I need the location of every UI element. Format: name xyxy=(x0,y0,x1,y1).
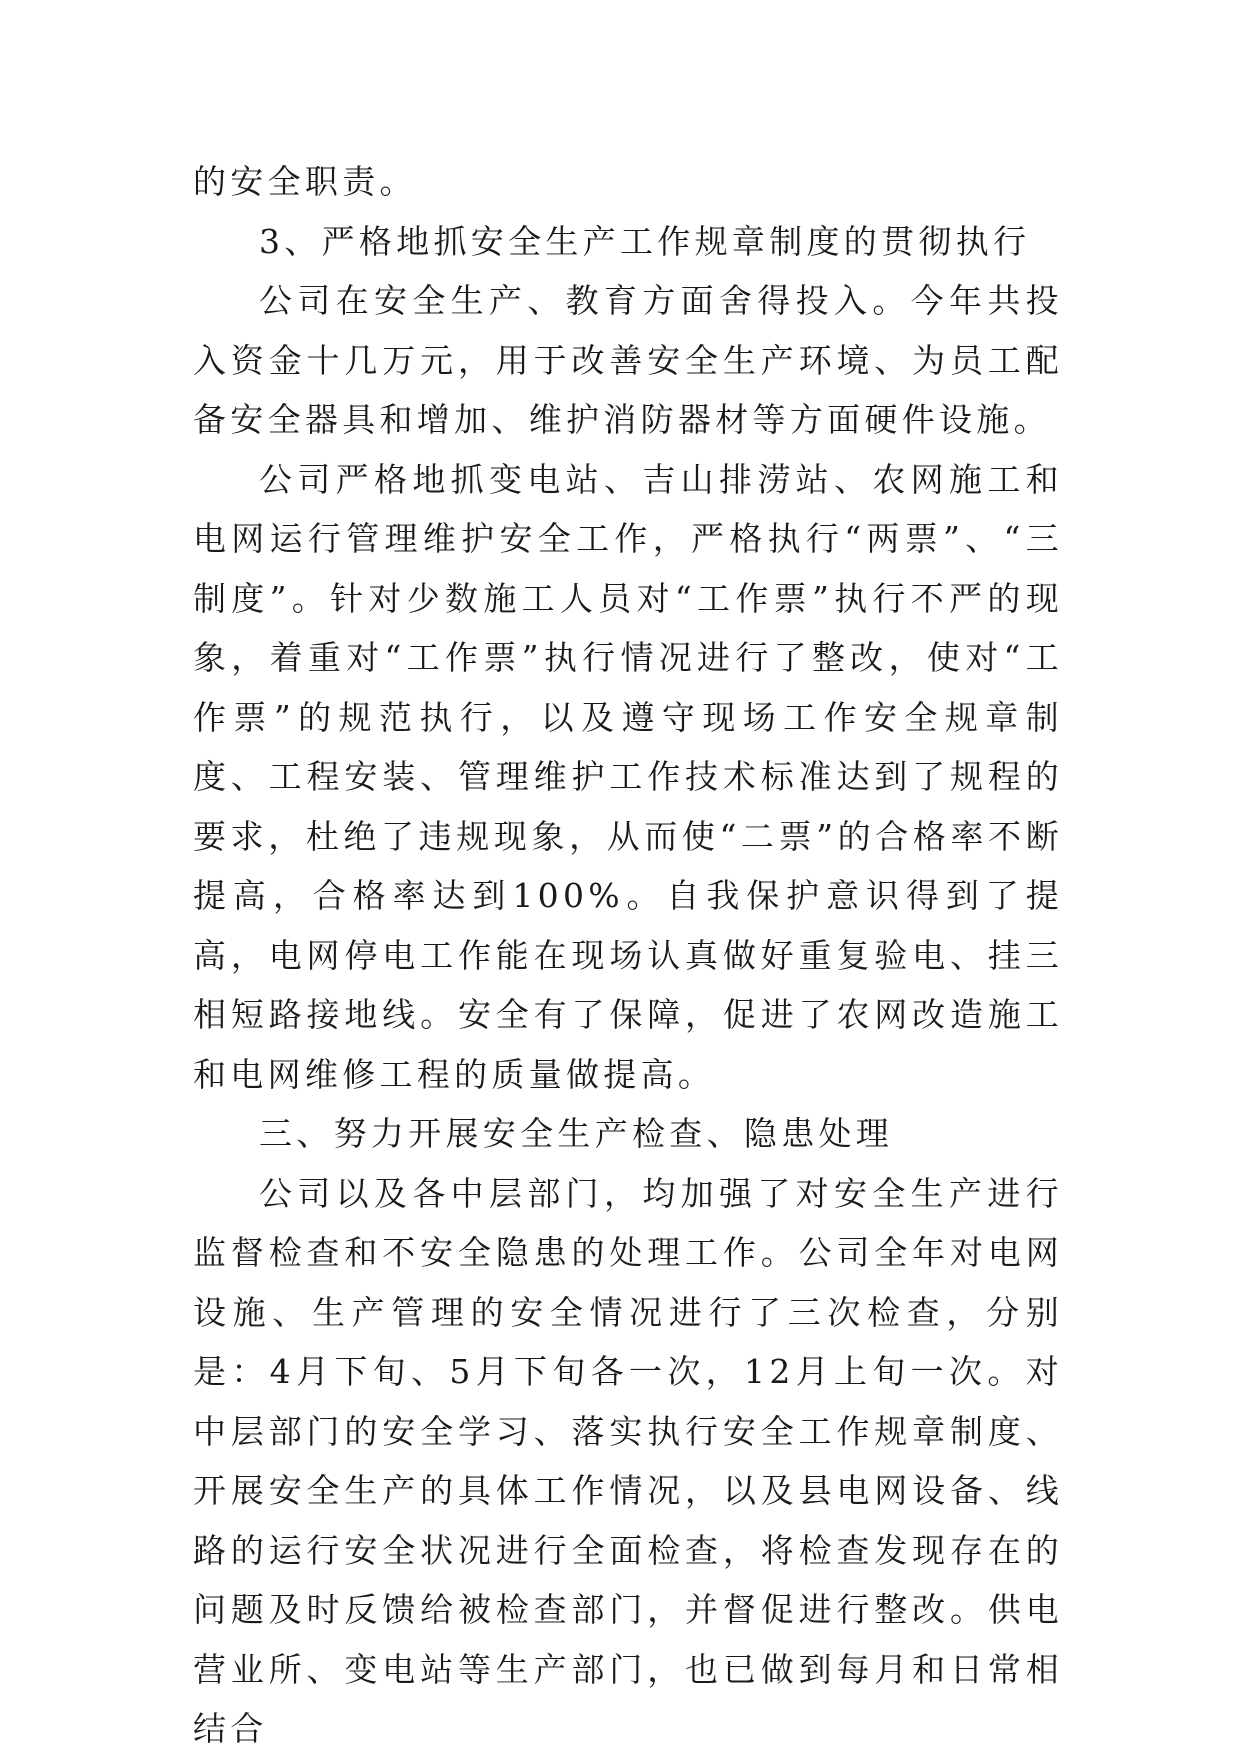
paragraph-continuation: 的安全职责。 xyxy=(193,162,417,201)
section-heading-three: 三、努力开展安全生产检查、隐患处理 xyxy=(259,1114,894,1153)
document-body xyxy=(193,152,1063,1759)
paragraph-inspections: 公司以及各中层部门，均加强了对安全生产进行监督检查和不安全隐患的处理工作。公司全年对电网设施、生产管理的安全情况进行了三次检查，分别是：4月下旬、5月下旬各一次，12月上旬一次。对中层部门的安全学习、落实执行安全工作规章制度、开展安全生产的具体工作情况，以及县电网设备、线路的运行安全状况进行全面检查，将检查发现存在的问题及时反馈给被检查部门，并督促进行整改。供电营业所、变电站等生产部门，也已做到每月和日常相结合 xyxy=(193,1173,1063,1748)
section-heading-3: 3、严格地抓安全生产工作规章制度的贯彻执行 xyxy=(259,221,1031,261)
paragraph-investment: 公司在安全生产、教育方面舍得投入。今年共投入资金十几万元，用于改善安全生产环境、为员工配备安全器具和增加、维护消防器材等方面硬件设施。 xyxy=(193,281,1063,439)
paragraph-work-tickets: 公司严格地抓变电站、吉山排涝站、农网施工和电网运行管理维护安全工作，严格执行“两票”、“三制度”。针对少数施工人员对“工作票”执行不严的现象，着重对“工作票”执行情况进行了整改，使对“工作票”的规范执行，以及遵守现场工作安全规章制度、工程安装、管理维护工作技术标准达到了规程的要求，杜绝了违规现象，从而使“二票”的合格率不断提高，合格率达到100%。自我保护意识得到了提高，电网停电工作能在现场认真做好重复验电、挂三相短路接地线。安全有了保障，促进了农网改造施工和电网维修工程的质量做提高。 xyxy=(193,459,1063,1094)
